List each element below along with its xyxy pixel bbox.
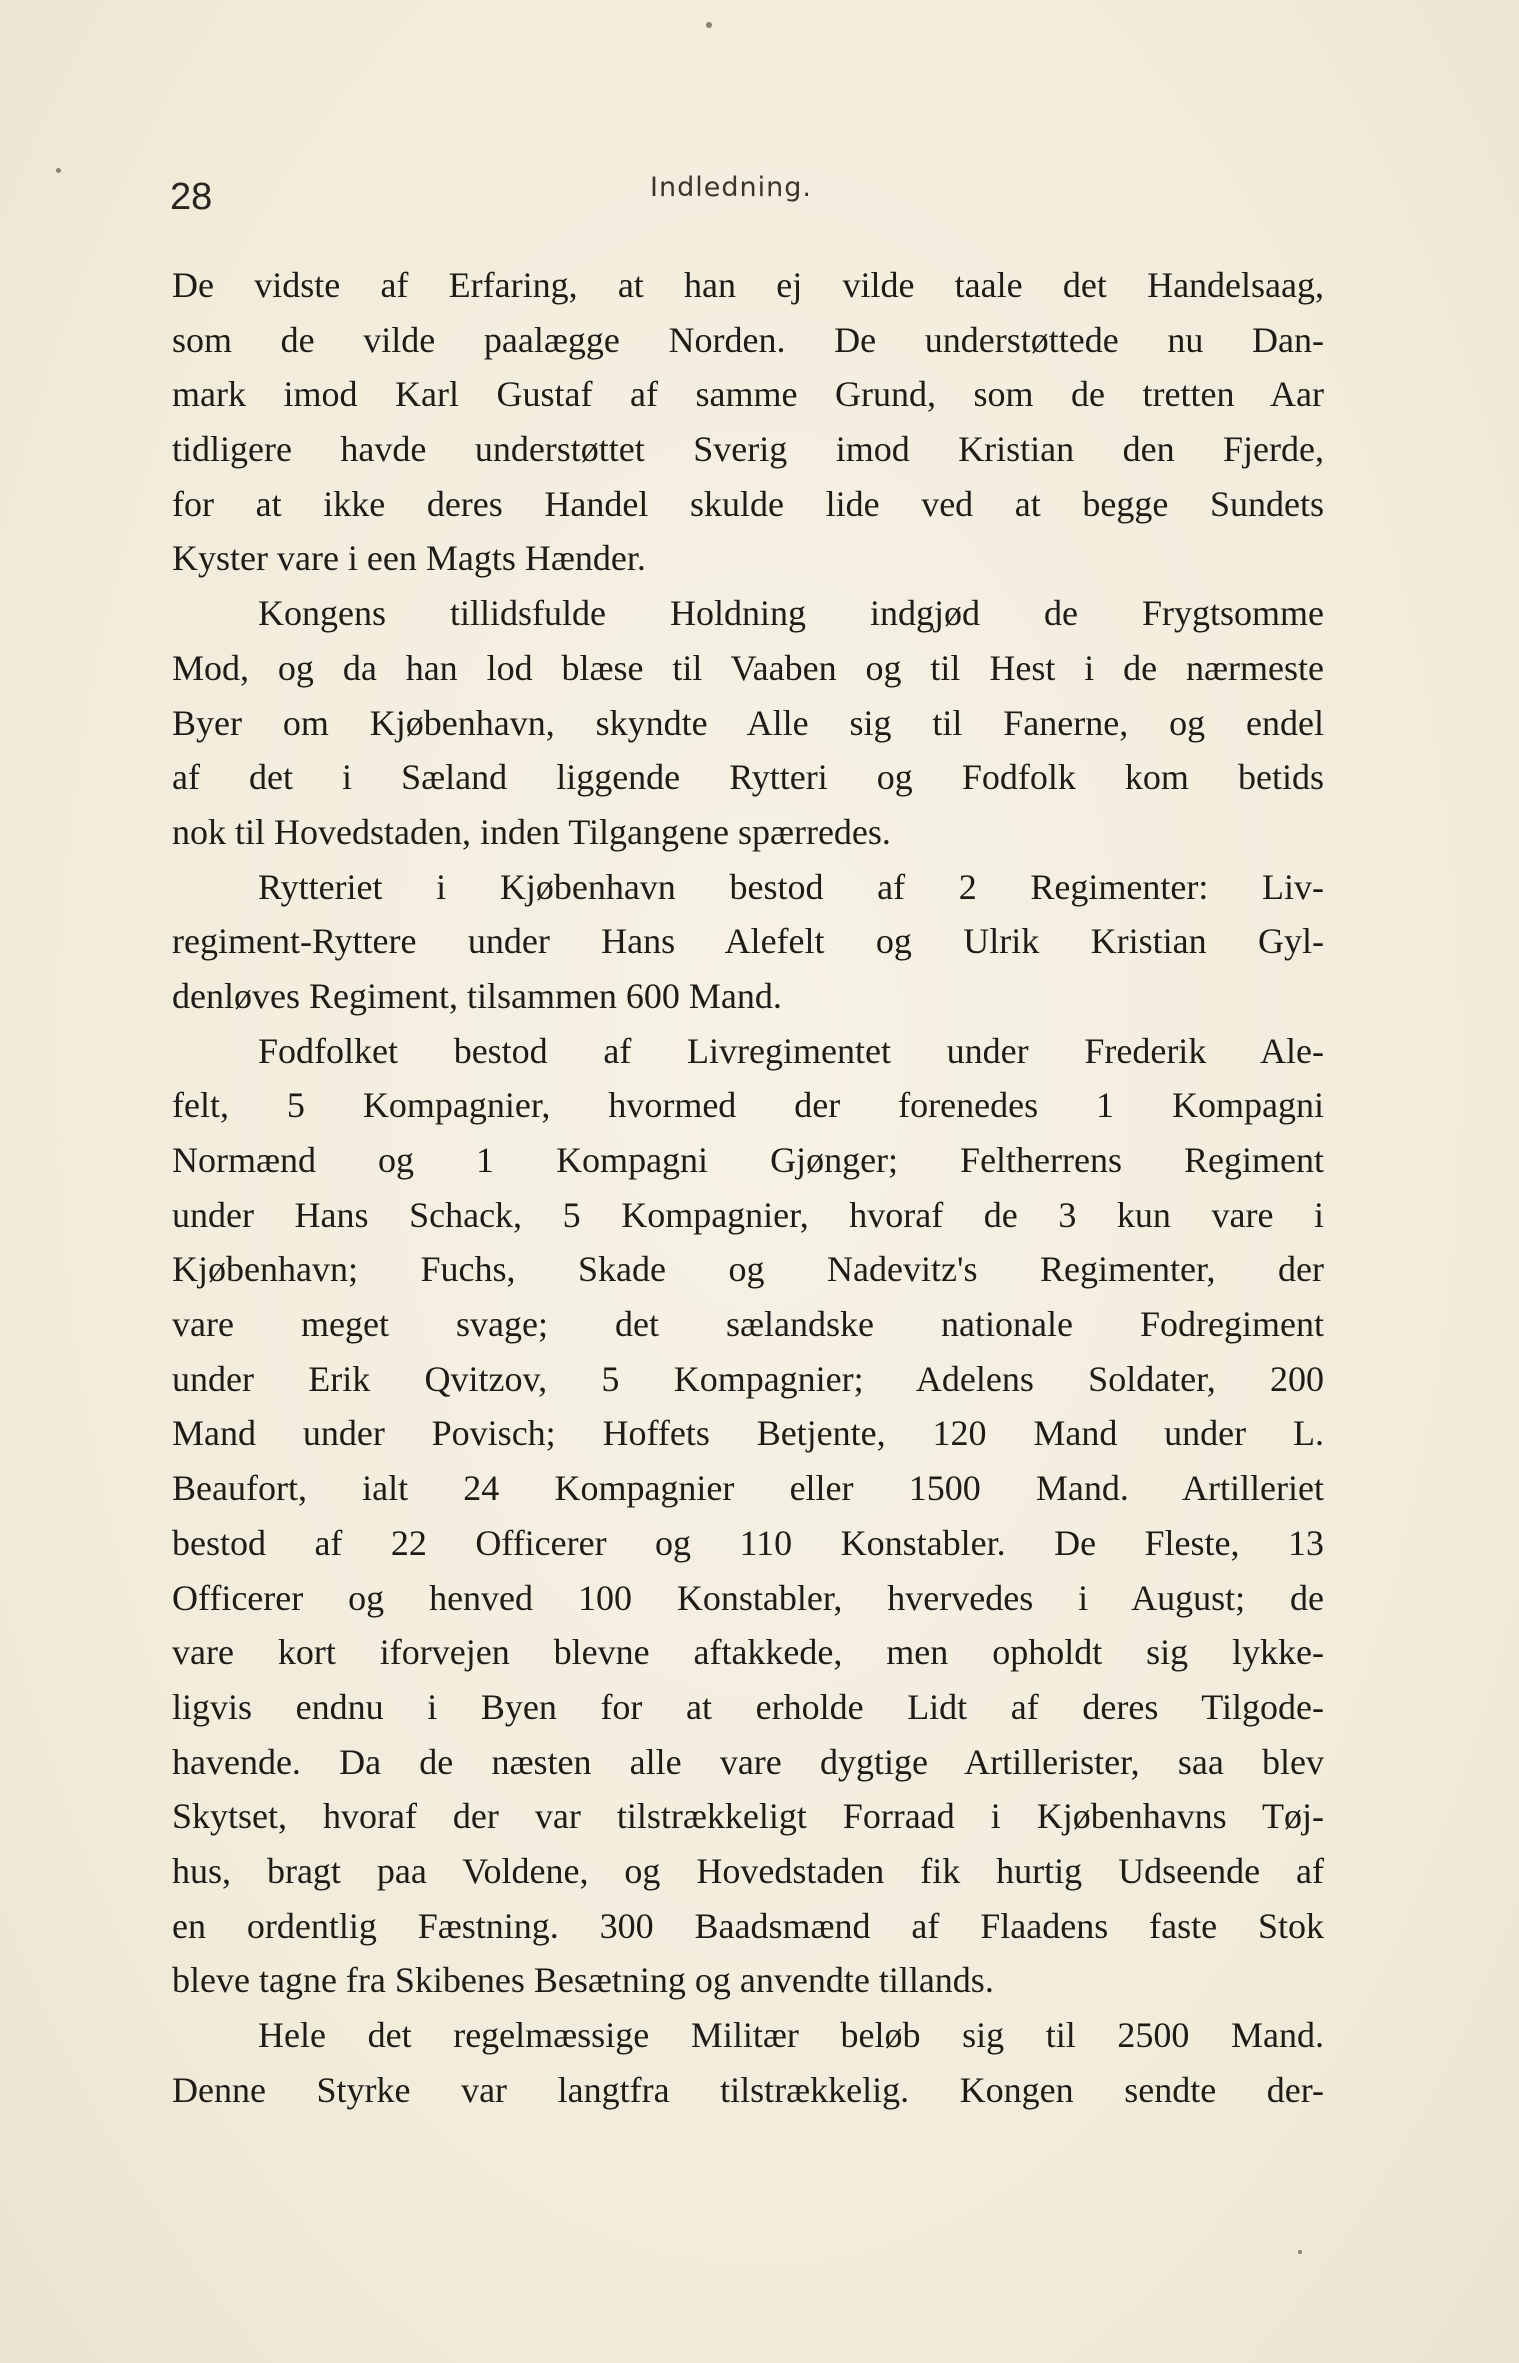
text-line: Kjøbenhavn; Fuchs, Skade og Nadevitz's Regimenter, der: [172, 1249, 1324, 1290]
running-title: Indledning.: [650, 172, 812, 203]
text-line: Officerer og henved 100 Konstabler, hvervedes i August; de: [172, 1577, 1324, 1618]
paragraph-end-line: nok til Hovedstaden, inden Tilgangene spærredes.: [172, 811, 891, 852]
text-line: Beaufort, ialt 24 Kompagnier eller 1500 Mand. Artilleriet: [172, 1468, 1324, 1509]
paragraph-start-line: Rytteriet i Kjøbenhavn bestod af 2 Regimenter: Liv-: [258, 866, 1324, 907]
paragraph-start-line: Kongens tillidsfulde Holdning indgjød de Frygtsomme: [258, 593, 1324, 634]
text-line: vare kort iforvejen blevne aftakkede, men opholdt sig lykke-: [172, 1632, 1324, 1673]
text-line: Byer om Kjøbenhavn, skyndte Alle sig til Fanerne, og endel: [172, 702, 1324, 743]
text-line: Normænd og 1 Kompagni Gjønger; Feltherrens Regiment: [172, 1140, 1324, 1180]
text-line: ligvis endnu i Byen for at erholde Lidt af deres Tilgode-: [172, 1686, 1324, 1727]
running-head: [0, 168, 1519, 228]
text-line: regiment-Ryttere under Hans Alefelt og Ulrik Kristian Gyl-: [172, 921, 1324, 962]
paragraph-end-line: denløves Regiment, tilsammen 600 Mand.: [172, 975, 782, 1016]
body-text: [172, 258, 1324, 2117]
paragraph-start-line: Hele det regelmæssige Militær beløb sig til 2500 Mand.: [258, 2015, 1324, 2055]
text-line: for at ikke deres Handel skulde lide ved at begge Sundets: [172, 483, 1324, 524]
text-line: en ordentlig Fæstning. 300 Baadsmænd af Flaadens faste Stok: [172, 1905, 1324, 1946]
text-line: felt, 5 Kompagnier, hvormed der forenedes 1 Kompagni: [172, 1085, 1324, 1126]
paragraph-start-line: Fodfolket bestod af Livregimentet under Frederik Ale-: [258, 1030, 1324, 1071]
text-line: Mand under Povisch; Hoffets Betjente, 120 Mand under L.: [172, 1413, 1324, 1454]
print-speck: [706, 22, 712, 28]
text-line: havende. Da de næsten alle vare dygtige Artillerister, saa blev: [172, 1741, 1324, 1782]
text-line: under Erik Qvitzov, 5 Kompagnier; Adelens Soldater, 200: [172, 1358, 1324, 1399]
text-line: mark imod Karl Gustaf af samme Grund, som de tretten Aar: [172, 374, 1324, 415]
text-line: De vidste af Erfaring, at han ej vilde taale det Handelsaag,: [172, 265, 1324, 305]
text-line: Mod, og da han lod blæse til Vaaben og til Hest i de nærmeste: [172, 647, 1324, 688]
text-line: Denne Styrke var langtfra tilstrækkelig. Kongen sendte der-: [172, 2069, 1324, 2110]
text-line: vare meget svage; det sælandske nationale Fodregiment: [172, 1304, 1324, 1345]
text-line: Skytset, hvoraf der var tilstrækkeligt Forraad i Kjøbenhavns Tøj-: [172, 1796, 1324, 1837]
text-line: bestod af 22 Officerer og 110 Konstabler. De Fleste, 13: [172, 1522, 1324, 1563]
text-line: hus, bragt paa Voldene, og Hovedstaden fik hurtig Udseende af: [172, 1850, 1324, 1891]
page-number: 28: [170, 176, 213, 218]
print-speck: [1298, 2250, 1302, 2254]
text-line: tidligere havde understøttet Sverig imod Kristian den Fjerde,: [172, 429, 1324, 470]
paragraph-end-line: Kyster vare i een Magts Hænder.: [172, 538, 646, 579]
text-line: af det i Sæland liggende Rytteri og Fodfolk kom betids: [172, 757, 1324, 798]
text-line: under Hans Schack, 5 Kompagnier, hvoraf de 3 kun vare i: [172, 1194, 1324, 1235]
paragraph-end-line: bleve tagne fra Skibenes Besætning og anvendte tillands.: [172, 1960, 994, 2001]
text-line: som de vilde paalægge Norden. De understøttede nu Dan-: [172, 319, 1324, 360]
